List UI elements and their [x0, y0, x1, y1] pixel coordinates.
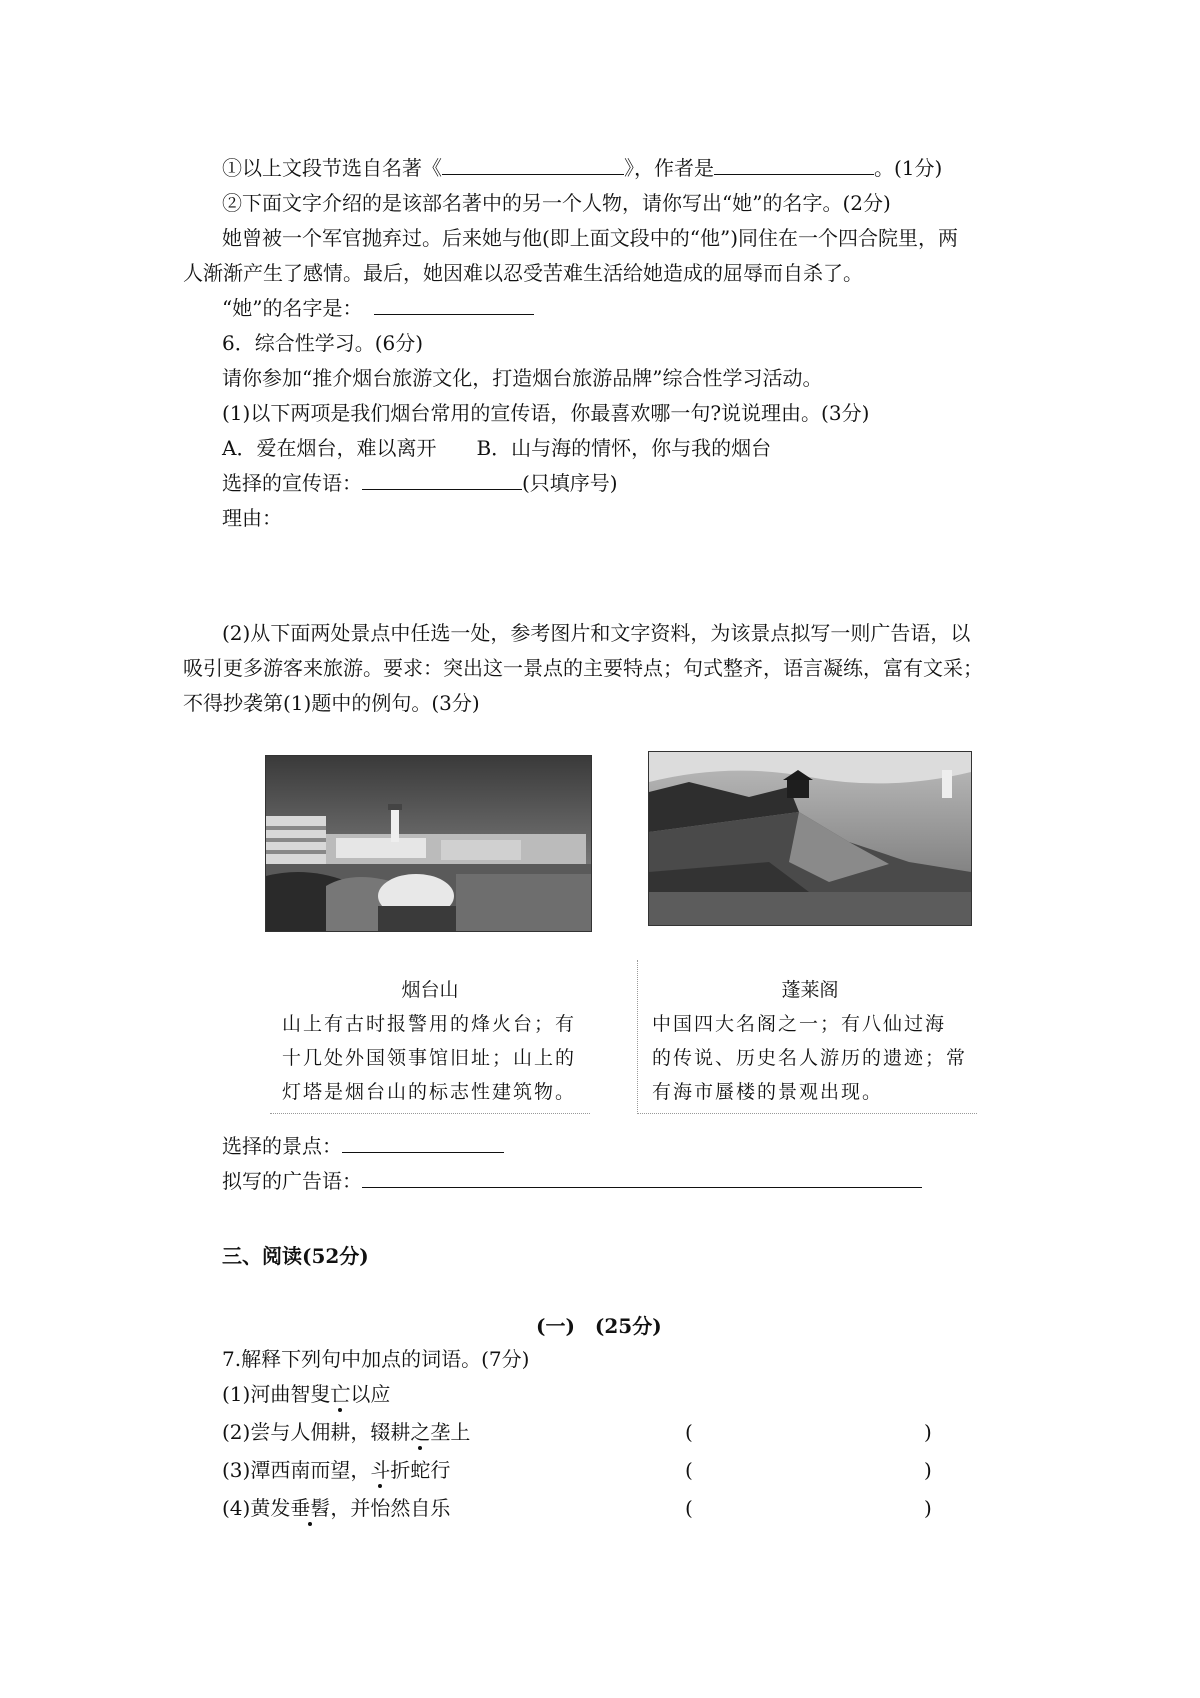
dotted-word: 垂髫 — [290, 1496, 331, 1520]
q6-sub1: (1)以下两项是我们烟台常用的宣传语，你最喜欢哪一句?说说理由。(3分) — [222, 401, 870, 425]
spot2-desc-line3: 有海市蜃楼的景观出现。 — [652, 1081, 884, 1103]
q5-item1-mid: 》，作者是 — [624, 156, 714, 180]
spot2-desc-line1: 中国四大名阁之一；有八仙过海 — [652, 1013, 947, 1035]
q6-options — [222, 434, 771, 462]
q7-item-4: (4)黄发垂髫，并怡然自乐 — [222, 1496, 451, 1520]
spot-choice-row — [222, 1132, 504, 1160]
spot2-bottom-divider — [637, 1113, 977, 1114]
q6-sub2-line3: 不得抄袭第(1)题中的例句。(3分) — [183, 691, 480, 715]
q5-name-row — [222, 294, 534, 322]
q7-title: 7.解释下列句中加点的词语。(7分) — [222, 1347, 530, 1371]
q5-item1-prefix: ①以上文段节选自名著《 — [222, 156, 442, 180]
q6-sub2-line2: 吸引更多游客来旅游。要求：突出这一景点的主要特点；句式整齐，语言凝练，富有文采； — [183, 656, 983, 680]
spot1-desc-line2: 十几处外国领事馆旧址；山上的 — [282, 1047, 577, 1069]
spot-blank[interactable] — [342, 1132, 504, 1153]
choice-label: 选择的宣传语： — [222, 471, 362, 495]
answer-paren-open-4: ( — [685, 1496, 693, 1520]
q7-item-2: (2)尝与人佣耕，辍耕之垄上 — [222, 1420, 471, 1444]
answer-paren-close-2: ) — [924, 1420, 932, 1444]
dotted-word: 斗 — [370, 1458, 391, 1482]
answer-paren-close-4: ) — [924, 1496, 932, 1520]
name-blank[interactable] — [374, 294, 534, 315]
spot2-name: 蓬莱阁 — [781, 979, 839, 1001]
q5-item1 — [222, 154, 942, 182]
author-blank[interactable] — [714, 154, 874, 175]
spot2-desc-line2: 的传说、历史名人游历的遗迹；常 — [652, 1047, 968, 1069]
q7-item-1: (1)河曲智叟亡以应 — [222, 1382, 391, 1406]
spot1-name: 烟台山 — [401, 979, 459, 1001]
option-b: B．山与海的情怀，你与我的烟台 — [476, 436, 772, 460]
q5-item1-suffix: 。(1分) — [874, 156, 943, 180]
answer-paren-open-2: ( — [685, 1420, 693, 1444]
choice-blank[interactable] — [362, 469, 522, 490]
answer-paren-open-3: ( — [685, 1458, 693, 1482]
book-title-blank[interactable] — [442, 154, 624, 175]
spot-divider — [637, 960, 638, 1112]
q6-title: 6．综合性学习。(6分) — [222, 331, 424, 355]
penglai-pavilion-photo — [648, 751, 972, 926]
slogan-row — [222, 1167, 922, 1195]
yantai-hill-photo — [265, 755, 592, 932]
q5-para-line1: 她曾被一个军官抛弃过。后来她与他(即上面文段中的“他”)同住在一个四合院里，两 — [222, 226, 959, 250]
spot1-desc-line3: 灯塔是烟台山的标志性建筑物。 — [282, 1081, 577, 1103]
q7-item-3: (3)潭西南而望，斗折蛇行 — [222, 1458, 451, 1482]
section3-title: 三、阅读(52分) — [222, 1244, 369, 1268]
part1-title: (一) (25分) — [536, 1314, 662, 1338]
slogan-label: 拟写的广告语： — [222, 1169, 362, 1193]
q6-intro: 请你参加“推介烟台旅游文化，打造烟台旅游品牌”综合性学习活动。 — [222, 366, 823, 390]
name-label: “她”的名字是： — [222, 296, 363, 320]
q5-item2: ②下面文字介绍的是该部名著中的另一个人物，请你写出“她”的名字。(2分) — [222, 191, 891, 215]
spot-label: 选择的景点： — [222, 1134, 342, 1158]
q6-choice-row — [222, 469, 618, 497]
reason-label: 理由： — [222, 506, 282, 530]
q5-para-line2: 人渐渐产生了感情。最后，她因难以忍受苦难生活给她造成的屈辱而自杀了。 — [183, 261, 863, 285]
spot1-bottom-divider — [270, 1113, 590, 1114]
choice-note: (只填序号) — [522, 471, 618, 495]
dotted-word: 亡 — [330, 1382, 351, 1406]
slogan-blank[interactable] — [362, 1167, 922, 1188]
q6-sub2-line1: (2)从下面两处景点中任选一处，参考图片和文字资料，为该景点拟写一则广告语，以 — [222, 621, 971, 645]
spot1-desc-line1: 山上有古时报警用的烽火台；有 — [282, 1013, 577, 1035]
option-a: A．爱在烟台，难以离开 — [222, 436, 437, 460]
answer-paren-close-3: ) — [924, 1458, 932, 1482]
dotted-word: 之 — [410, 1420, 431, 1444]
